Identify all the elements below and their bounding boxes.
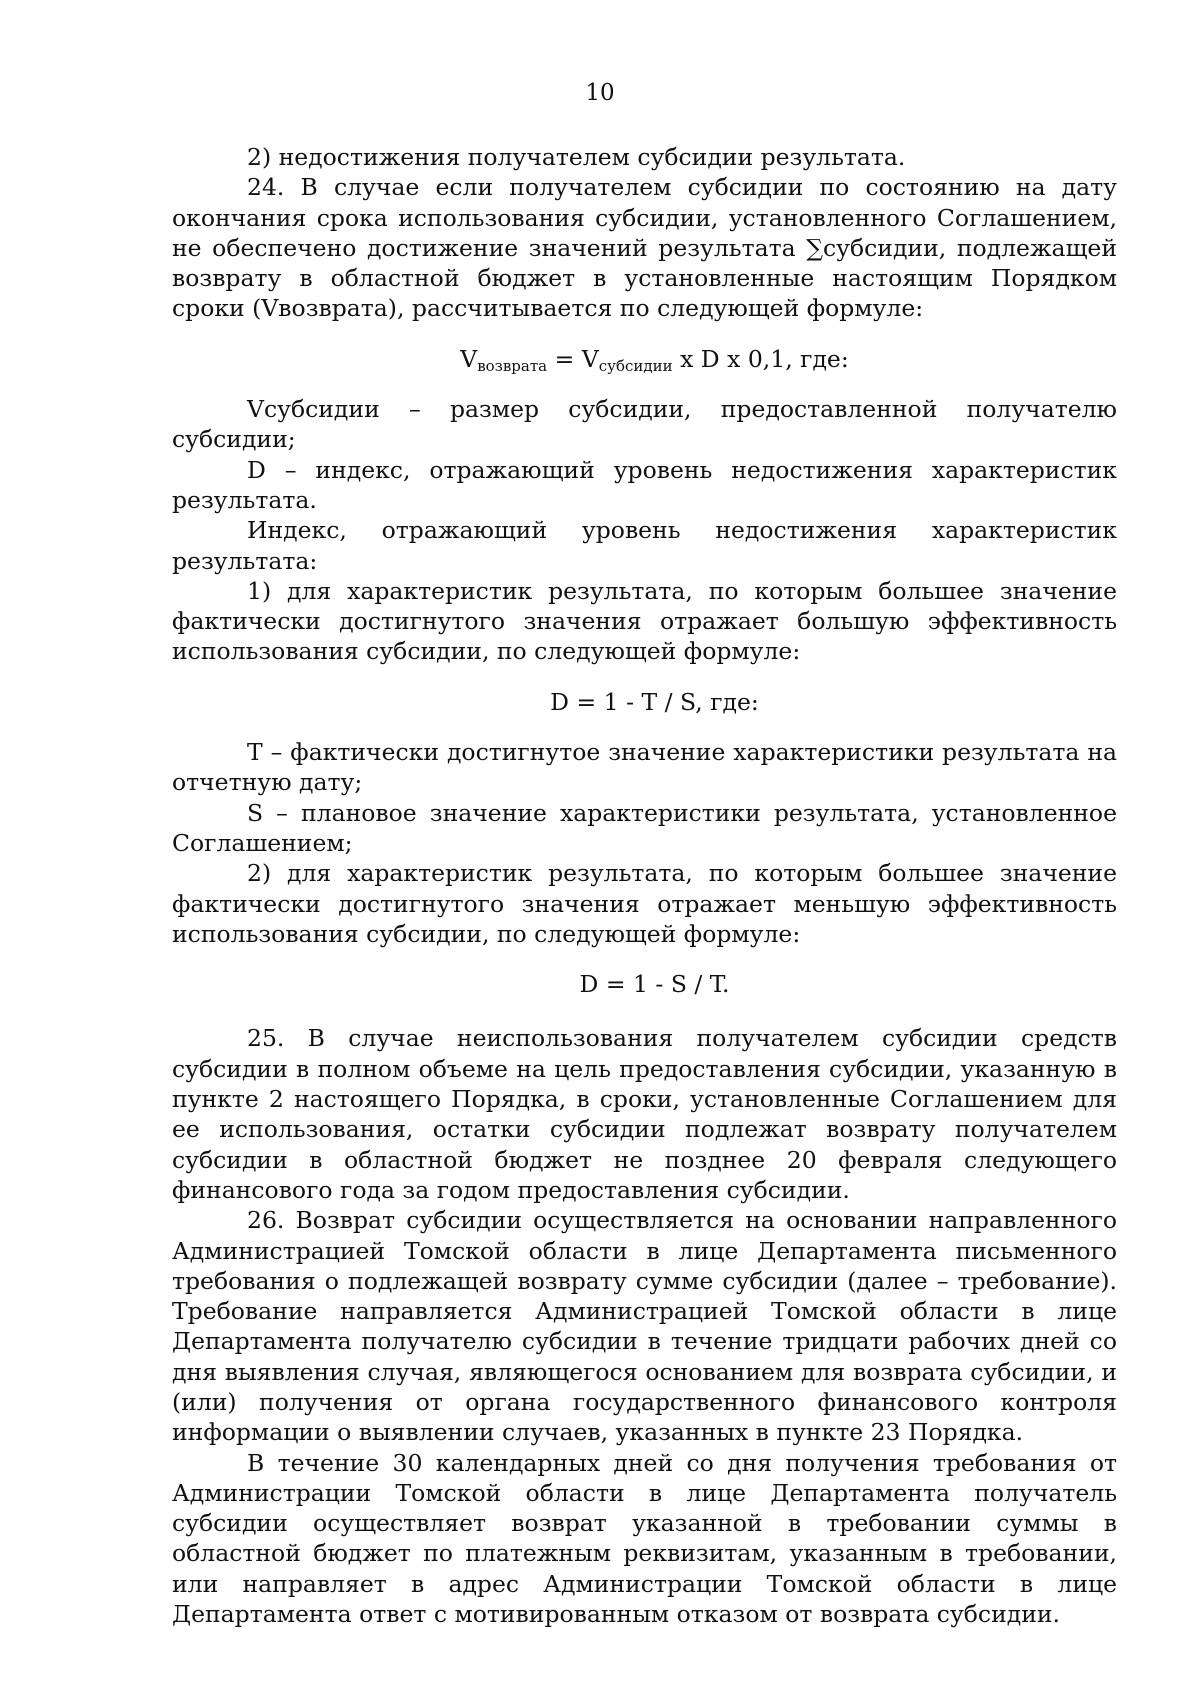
paragraph: 26. Возврат субсидии осуществляется на основании направленного Администрацией Томской области в лице Департамента письменного требования о подлежащей возврату сумме субсидии (далее – требование). Требование направляется Администрацией Томской области в лице Департамента получателю субсидии в течение тридцати рабочих дней со дня выявления случая, являющегося основанием для возврата субсидии, и (или) получения от органа государственного финансового контроля информации о выявлении случаев, указанных в пункте 23 Порядка. <box>172 1206 1117 1447</box>
formula-index-2: D = 1 - S / T. <box>579 970 730 999</box>
formula-term: V <box>581 344 599 373</box>
document-body <box>172 142 1117 1629</box>
formula-subscript: возврата <box>477 356 548 375</box>
formula-return-amount <box>172 344 1117 374</box>
paragraph: 24. В случае если получателем субсидии по состоянию на дату окончания срока использования субсидии, установленного Соглашением, не обеспечено достижение значений результата ∑субсидии, подлежащей возврату в областной бюджет в установленные настоящим Порядком сроки (Vвозврата), рассчитывается по следующей формуле: <box>172 173 1117 323</box>
paragraph: 2) недостижения получателем субсидии результата. <box>247 143 906 171</box>
paragraph: Индекс, отражающий уровень недостижения характеристик результата: <box>172 516 1117 575</box>
formula-term: V <box>460 344 478 373</box>
paragraph: 1) для характеристик результата, по которым большее значение фактически достигнутого значения отражает большую эффективность использования субсидии, по следующей формуле: <box>172 576 1117 666</box>
paragraph: 25. В случае неиспользования получателем субсидии средств субсидии в полном объеме на цель предоставления субсидии, указанную в пункте 2 настоящего Порядка, в сроки, установленные Соглашением для ее использования, остатки субсидии подлежат возврату получателем субсидии в областной бюджет не позднее 20 февраля следующего финансового года за годом предоставления субсидии. <box>172 1024 1117 1204</box>
formula-subscript: субсидии <box>598 356 673 375</box>
paragraph: 2) для характеристик результата, по которым большее значение фактически достигнутого значения отражает меньшую эффективность использования субсидии, по следующей формуле: <box>172 859 1117 948</box>
formula-rest: x D x 0,1, где: <box>672 344 849 373</box>
formula-index-1: D = 1 - T / S, где: <box>550 687 759 716</box>
page-number: 10 <box>585 80 615 106</box>
paragraph: В течение 30 календарных дней со дня получения требования от Администрации Томской области в лице Департамента получатель субсидии осуществляет возврат указанной в требовании суммы в областной бюджет по платежным реквизитам, указанным в требовании, или направляет в адрес Администрации Томской области в лице Департамента ответ с мотивированным отказом от возврата субсидии. <box>172 1448 1117 1629</box>
paragraph: S – плановое значение характеристики результата, установленное Соглашением; <box>172 798 1117 857</box>
formula-operator: = <box>547 344 582 373</box>
paragraph: T – фактически достигнутое значение характеристики результата на отчетную дату; <box>172 738 1117 797</box>
paragraph: Vсубсидии – размер субсидии, предоставленной получателю субсидии; <box>172 395 1117 454</box>
paragraph: D – индекс, отражающий уровень недостижения характеристик результата. <box>172 455 1117 514</box>
